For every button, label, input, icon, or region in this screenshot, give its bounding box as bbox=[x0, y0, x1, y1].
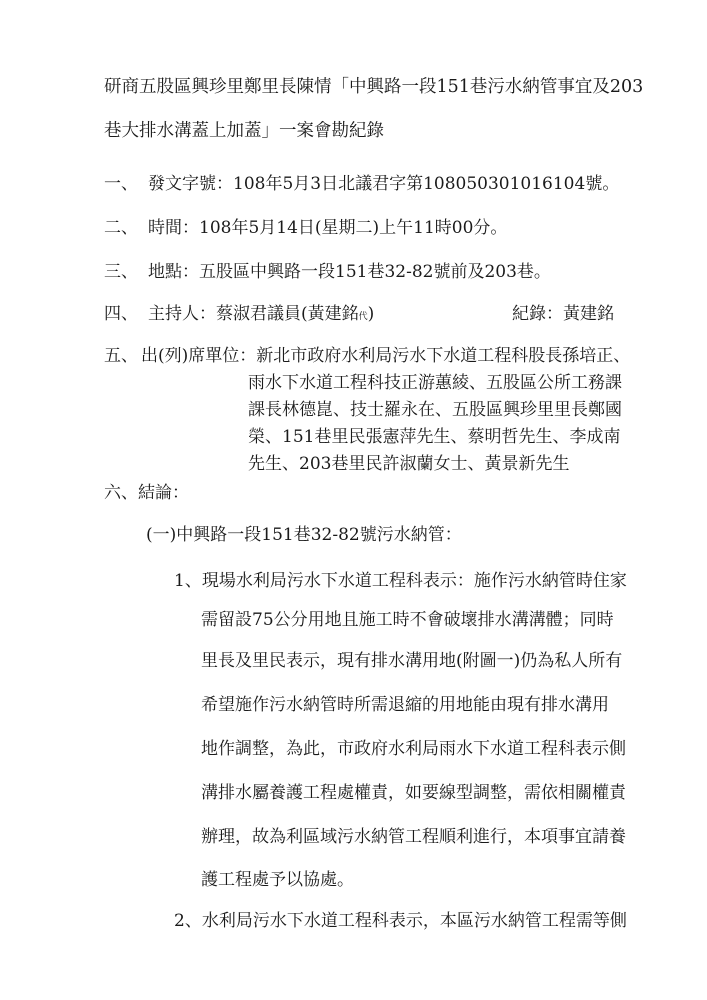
item-text: 時間：108年5月14日(星期二)上午11時00分。 bbox=[148, 218, 508, 238]
item-text: 地點：五股區中興路一段151巷32-82號前及203巷。 bbox=[148, 262, 551, 282]
title-line-1: 研商五股區興珍里鄭里長陳情「中興路一段151巷污水納管事宜及203 bbox=[104, 77, 644, 97]
conclusion-point-line: 地作調整，為此，市政府水利局雨水下水道工程科表示側 bbox=[201, 739, 626, 759]
attendees-line: 雨水下水道工程科技正游蕙綾、五股區公所工務課 bbox=[248, 373, 622, 393]
recorder-text: 紀錄：黃建銘 bbox=[512, 304, 614, 324]
item-number: 三、 bbox=[104, 262, 138, 282]
conclusion-point-line: 需留設75公分用地且施工時不會破壞排水溝溝體；同時 bbox=[201, 610, 614, 630]
item-text: 發文字號：108年5月3日北議君字第108050301016104號。 bbox=[148, 174, 620, 194]
item-number: 二、 bbox=[104, 218, 138, 238]
conclusion-point-line: 希望施作污水納管時所需退縮的用地能由現有排水溝用 bbox=[201, 695, 609, 715]
item-number: 五、 bbox=[104, 346, 138, 366]
conclusion-subheading: (一)中興路一段151巷32-82號污水納管： bbox=[146, 525, 462, 545]
host-proxy-mark: 代 bbox=[358, 312, 368, 322]
conclusion-point-line: 2、水利局污水下水道工程科表示，本區污水納管工程需等側 bbox=[174, 911, 627, 931]
host-text bbox=[148, 306, 374, 323]
attendees-line: 榮、151巷里民張憲萍先生、蔡明哲先生、李成南 bbox=[248, 427, 621, 447]
conclusion-point-line: 辦理，故為利區域污水納管工程順利進行，本項事宜請養 bbox=[201, 827, 626, 847]
conclusion-point-line: 里長及里民表示，現有排水溝用地(附圖一)仍為私人所有 bbox=[201, 651, 623, 671]
attendees-line: 先生、203巷里民許淑蘭女士、黃景新先生 bbox=[248, 454, 570, 474]
attendees-line: 課長林德崑、技士羅永在、五股區興珍里里長鄭國 bbox=[248, 400, 622, 420]
conclusion-heading: 六、結論： bbox=[104, 483, 189, 503]
conclusion-point-line: 1、現場水利局污水下水道工程科表示：施作污水納管時住家 bbox=[174, 571, 627, 591]
host-name: 主持人：蔡淑君議員(黃建銘 bbox=[148, 304, 359, 324]
item-number: 四、 bbox=[104, 304, 138, 324]
host-close-paren: ) bbox=[367, 304, 375, 324]
title-line-2: 巷大排水溝蓋上加蓋」一案會勘紀錄 bbox=[104, 121, 384, 141]
conclusion-point-line: 護工程處予以協處。 bbox=[201, 870, 354, 890]
item-number: 一、 bbox=[104, 174, 138, 194]
attendees-line: 出(列)席單位：新北市政府水利局污水下水道工程科股長孫培正、 bbox=[141, 346, 631, 366]
conclusion-point-line: 溝排水屬養護工程處權責，如要線型調整，需依相關權責 bbox=[201, 783, 626, 803]
